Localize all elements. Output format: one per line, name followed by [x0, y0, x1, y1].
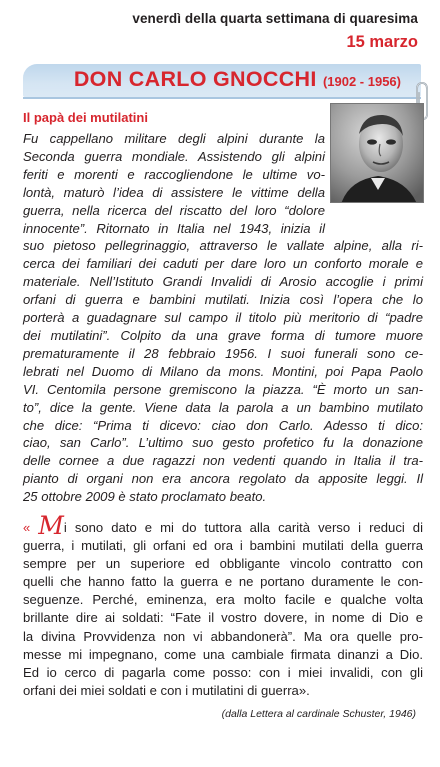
biography-line: innocente”. Ritornato in Italia nel 1943, inizia il	[23, 220, 325, 236]
quote-line: messe mi impegnano, come una cambiale firmata dinanzi a Dio.	[23, 646, 423, 662]
biography-line: to”, dice la gente. Viene data la parola a un bambino mutilato	[23, 399, 423, 415]
section-subtitle: Il papà dei mutilatini	[23, 110, 148, 125]
saint-title	[74, 67, 401, 92]
biography-line: prematuramente il 28 febbraio 1956. I suoi funerali sono ce-	[23, 345, 423, 361]
quote-source: (dalla Lettera al cardinale Schuster, 1946)	[221, 708, 416, 720]
biography-line: Seconda guerra mondiale. Assistendo gli alpini	[23, 148, 325, 164]
biography-line: VI. Centomila persone gremiscono la piazza. “È morto un san-	[23, 381, 423, 397]
biography-line: pianto di organi non era ancora regolato da apposite leggi. Il	[23, 471, 423, 487]
biography-line: che dice: “Prima ti dicevo: ciao don Carlo. Adesso ti dico:	[23, 417, 423, 433]
saint-years: (1902 - 1956)	[322, 74, 401, 89]
saint-name: DON CARLO GNOCCHI	[73, 67, 317, 91]
quote-drop-cap: M	[38, 511, 64, 540]
quote-line: orfani dei miei soldati e con i mutilatini di guerra».	[23, 682, 310, 698]
quote-line: la divina Provvidenza non vi abbandonerà”. Ma ora quelle pro-	[23, 628, 423, 644]
quote-first-line-text: i sono dato e mi do tuttora alla carità verso i reduci di	[63, 520, 423, 535]
quote-line: brillante dire ai soldati: “Fate il vostro dovere, in nome di Dio e	[23, 610, 423, 626]
biography-line: feriti e morenti e raccogliendone le ultime vo-	[23, 166, 325, 182]
quote-block	[23, 511, 423, 700]
biography-line: cerca dei familiari dei caduti per dare loro un conforto morale e	[23, 256, 423, 272]
biography-line: Fu cappellano militare degli alpini durante la	[23, 131, 325, 146]
title-band	[23, 64, 421, 97]
calendar-date: 15 marzo	[346, 33, 418, 51]
quote-line: guerra, i mutilati, gli orfani ed ora i bambini mutilati della guerra	[23, 538, 423, 554]
quote-line: quelli che hanno fatto la guerra e ne portano duramente le con-	[23, 574, 423, 590]
quote-line: Ed io cerco di pagarla come posso: con i miei invalidi, con gli	[23, 664, 423, 680]
biography-line: lontà, maturò l’idea di assistere le vittime della	[23, 184, 325, 200]
biography-line: suo pietoso pellegrinaggio, attraverso le vallate alpine, alla ri-	[23, 238, 423, 254]
quote-open-mark: «	[23, 520, 31, 535]
biography-line: ciao, san Carlo”. L’ultimo suo gesto profetico fu la donazione	[23, 435, 423, 451]
biography-text	[23, 130, 423, 506]
biography-line: materiale. Nell’Istituto Grandi Invalidi di Arosio accoglie i primi	[23, 274, 423, 290]
biography-line: porterà a guadagnare sul campo il titolo più meritorio di “padre	[23, 310, 423, 326]
biography-line: 25 ottobre 2009 è stato proclamato beato.	[23, 489, 267, 505]
quote-line: sempre per un superiore ed obbligante vincolo contratto con	[23, 556, 423, 572]
biography-line: lebrati nel Duomo di Milano da mons. Montini, poi Papa Paolo	[23, 363, 423, 379]
biography-line: orfani di guerra e bambini mutilati. Inizia così l’opera che lo	[23, 292, 423, 308]
quote-line: seguenze. Perché, eminenza, era molto facile e qualche volta	[23, 592, 423, 608]
biography-line: dei mutilatini”. Colpito da una grave forma di tumore muore	[23, 327, 423, 343]
biography-line: guerra, nella ricerca del riscatto del loro “dolore	[23, 202, 325, 218]
quote-line-first	[23, 511, 423, 540]
biography-line: delle cornee a due ragazzi non vedenti quando in Italia il tra-	[23, 453, 423, 469]
liturgical-day: venerdì della quarta settimana di quaresima	[132, 11, 418, 26]
